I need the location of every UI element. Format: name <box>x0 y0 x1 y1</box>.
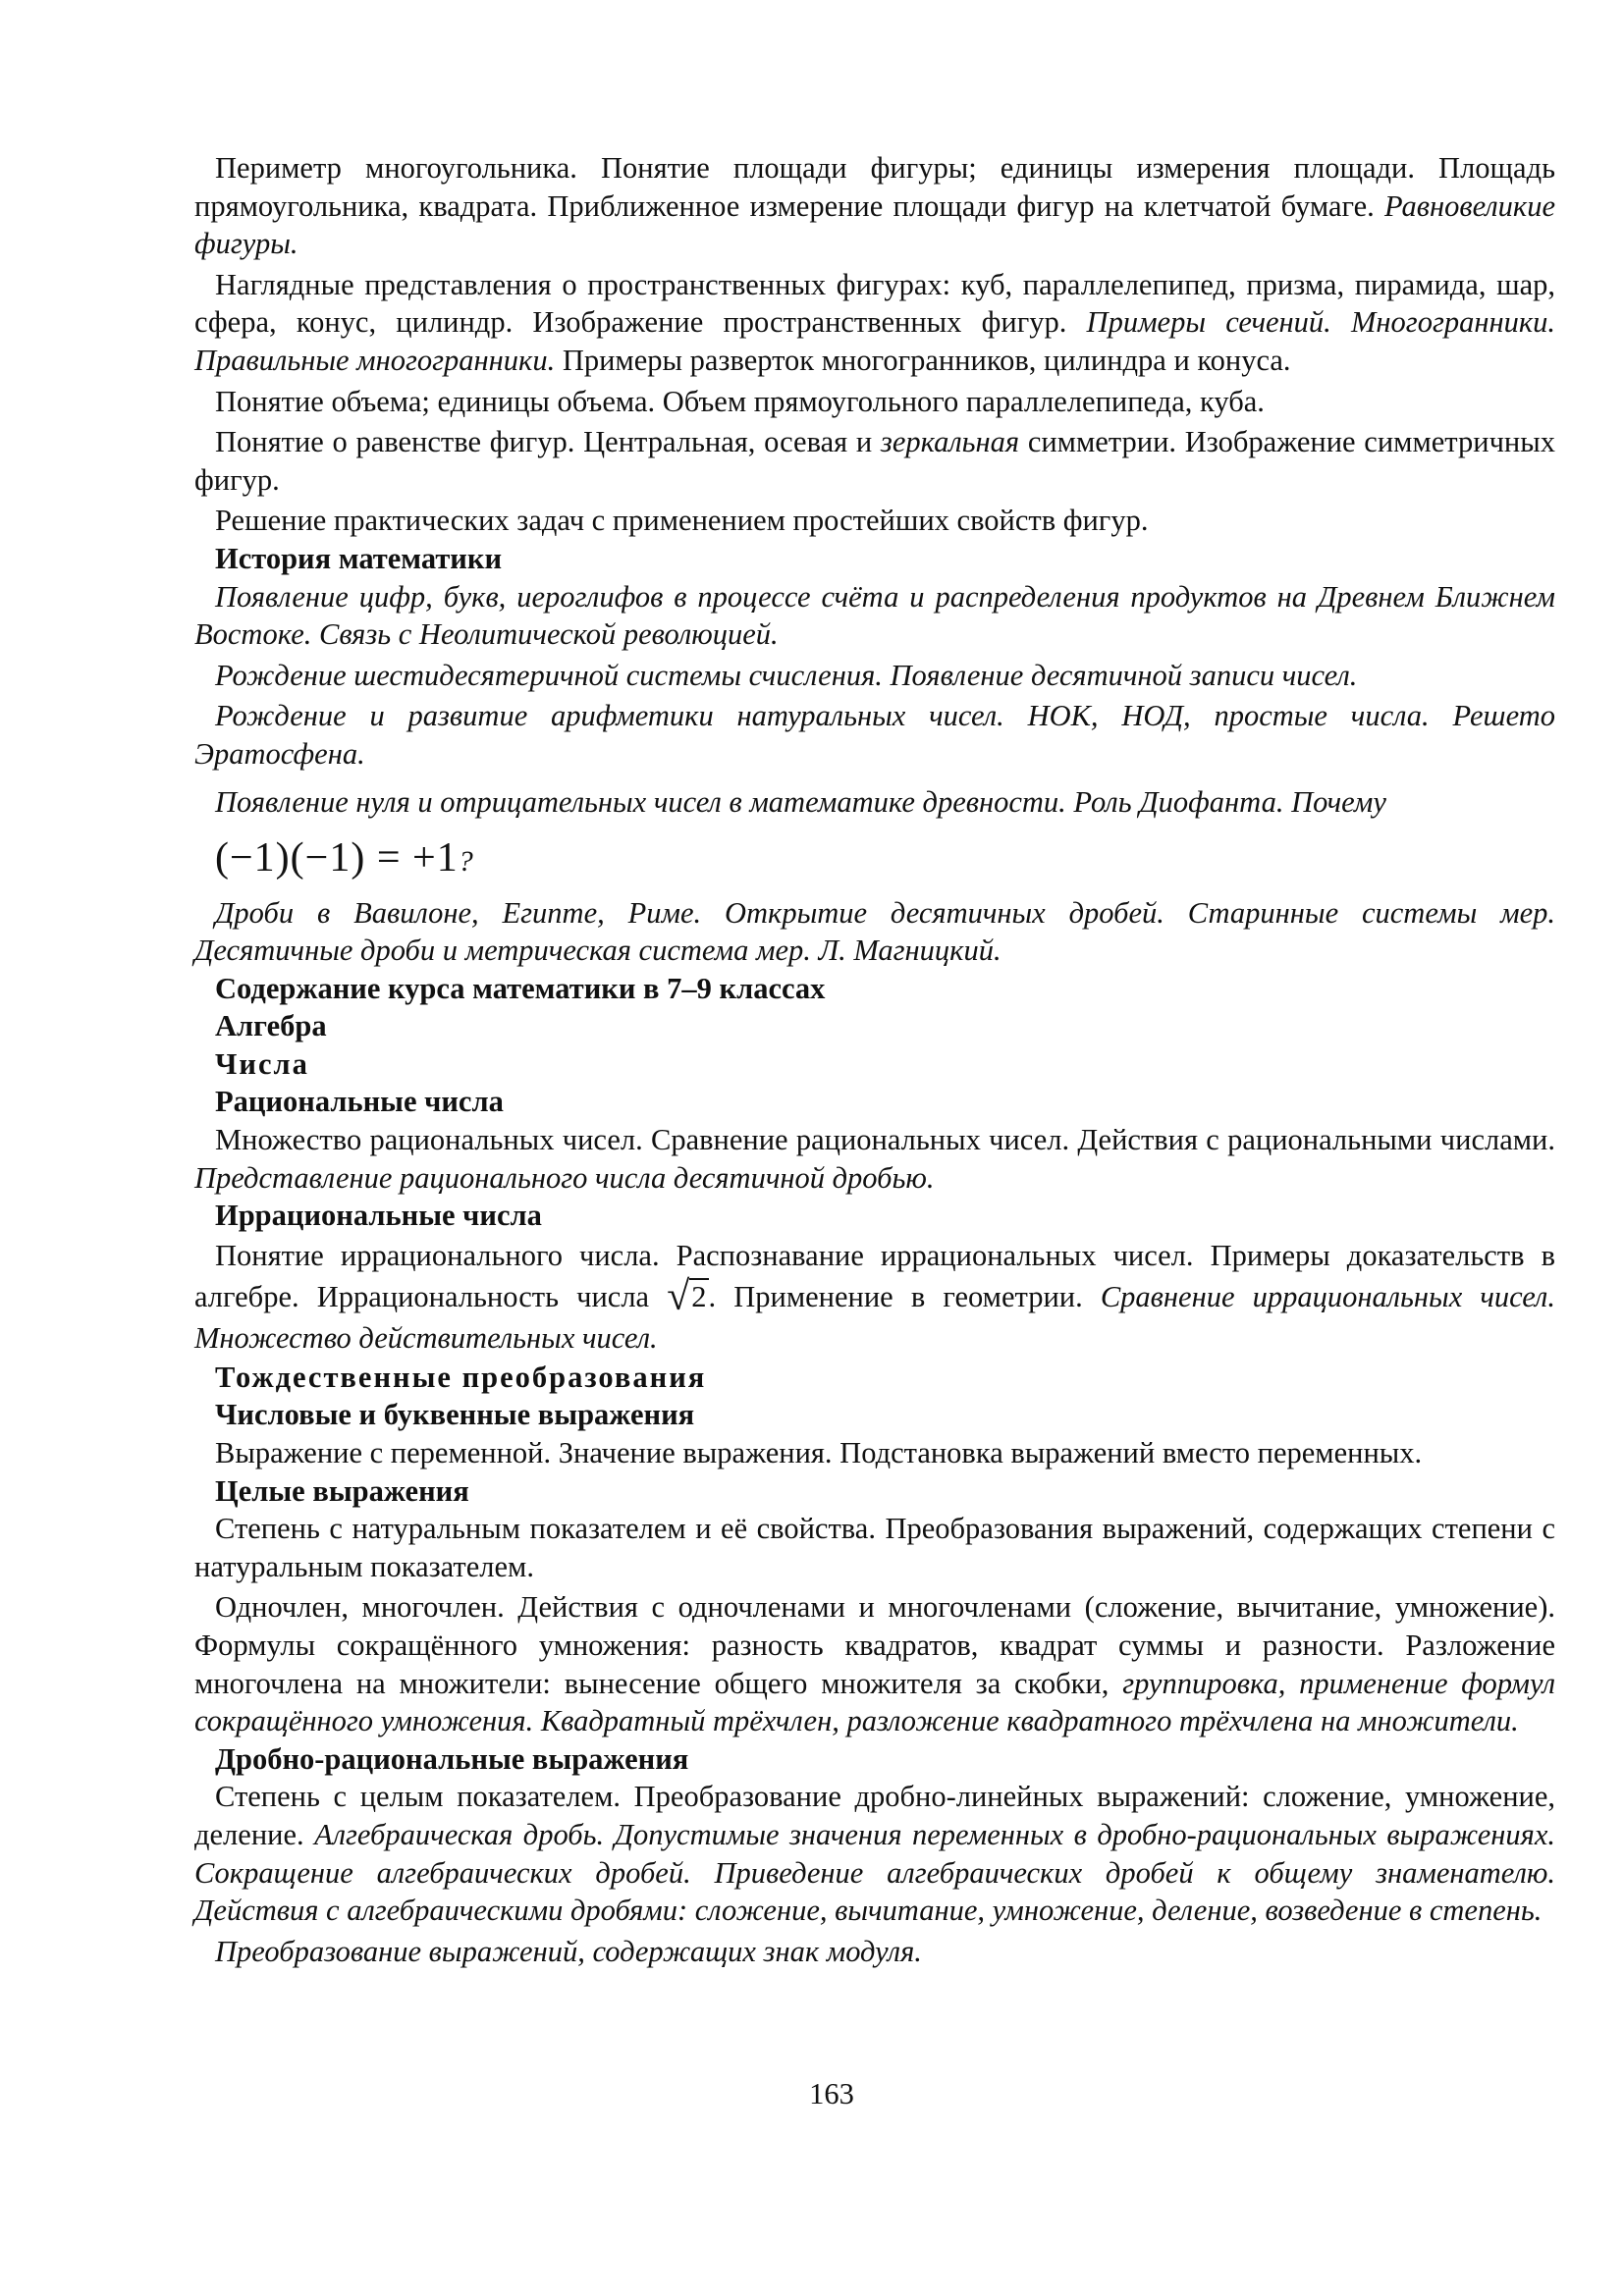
heading-rational-numbers: Рациональные числа <box>215 1085 504 1119</box>
formula-minus-one-squared <box>194 833 474 886</box>
heading-numbers: Числа <box>215 1046 309 1081</box>
italic-text: Преобразование выражений, содержащих знак модуля. <box>215 1934 922 1968</box>
paragraph-rational <box>194 1121 1555 1197</box>
italic-text: зеркальная <box>880 425 1020 459</box>
radicand: 2 <box>691 1279 707 1313</box>
paragraph-area-perimeter <box>194 149 1555 263</box>
italic-text: Сравнение иррациональных чисел. Множество действительных чисел. <box>194 1279 1555 1355</box>
italic-text: Появление нуля и отрицательных чисел в математике древности. Роль Диофанта. Почему <box>215 784 1386 819</box>
text: Понятие о равенстве фигур. Центральная, осевая и <box>215 425 881 459</box>
paragraph-symmetry <box>194 423 1555 499</box>
italic-text: Дроби в Вавилоне, Египте, Риме. Открытие десятичных дробей. Старинные системы мер. Десятичные дроби и метрическая система мер. Л. Магницкий. <box>194 895 1555 968</box>
text: Периметр многоугольника. Понятие площади фигуры; единицы измерения площади. Площадь прямоугольника, квадрата. Приближенное измерение площади фигур на клетчатой бумаге. <box>194 151 1555 223</box>
paragraph-whole-1: Степень с натуральным показателем и её свойства. Преобразования выражений, содержащих степени с натуральным показателем. <box>194 1512 1555 1583</box>
paragraph-volume: Понятие объема; единицы объема. Объем прямоугольного параллелепипеда, куба. <box>215 384 1265 418</box>
heading-numeric-letter-expressions: Числовые и буквенные выражения <box>215 1398 695 1432</box>
italic-text: Равновеликие фигуры. <box>194 188 1555 261</box>
heading-algebra: Алгебра <box>215 1009 327 1043</box>
paragraph-practical-tasks: Решение практических задач с применением простейших свойств фигур. <box>215 504 1149 538</box>
paragraph-whole-2 <box>194 1588 1555 1739</box>
paragraph-history-3 <box>194 697 1555 773</box>
text: . Применение в геометрии. <box>708 1279 1101 1313</box>
paragraph-expressions: Выражение с переменной. Значение выражения. Подстановка выражений вместо переменных. <box>215 1436 1423 1470</box>
heading-history: История математики <box>215 541 503 575</box>
italic-text: Рождение и развитие арифметики натуральных чисел. НОК, НОД, простые числа. Решето Эратосфена. <box>194 699 1555 771</box>
heading-identity-transformations: Тождественные преобразования <box>215 1360 707 1394</box>
italic-text: группировка, применение формул сокращённого умножения. Квадратный трёхчлен, разложение квадратного трёхчлена на множители. <box>194 1666 1555 1738</box>
square-root-formula: √2 <box>667 1273 707 1319</box>
paragraph-fraction <box>194 1778 1555 1929</box>
text: симметрии. Изображение симметричных фигур. <box>194 425 1555 497</box>
heading-fraction-rational-expressions: Дробно-рациональные выражения <box>215 1741 689 1776</box>
text: Множество рациональных чисел. Сравнение рациональных чисел. Действия с рациональными числами. <box>215 1123 1555 1157</box>
page-content <box>194 149 1555 1970</box>
text: Понятие иррационального числа. Распознавание иррациональных чисел. Примеры доказательств в алгебре. Иррациональность числа <box>194 1238 1555 1313</box>
text: Наглядные представления о пространственных фигурах: куб, параллелепипед, призма, пирамида, шар, сфера, конус, цилиндр. Изображение пространственных фигур. <box>194 267 1555 340</box>
italic-text: Рождение шестидесятеричной системы счисления. Появление десятичной записи чисел. <box>215 658 1358 692</box>
paragraph-history-1 <box>194 578 1555 654</box>
heading-whole-expressions: Целые выражения <box>215 1473 469 1508</box>
paragraph-history-4 <box>194 776 1555 886</box>
text: Одночлен, многочлен. Действия с одночленами и многочленами (сложение, вычитание, умножение). Формулы сокращённого умножения: разность квадратов, квадрат суммы и разности. Разложение многочлена на множители: вынесение общего множителя за скобки, <box>194 1590 1555 1700</box>
italic-text: Примеры сечений. Многогранники. Правильные многогранники. <box>194 305 1556 377</box>
italic-text: Алгебраическая дробь. Допустимые значения переменных в дробно-рациональных выражениях. Сокращение алгебраических дробей. Приведение алгебраических дробей к общему знаменателю. Действия с алгебраическими дробями: сложение, вычитание, умножение, деление, возведение в степень. <box>194 1817 1555 1928</box>
text: Степень с целым показателем. Преобразование дробно-линейных выражений: сложение, умножение, деление. <box>194 1780 1555 1851</box>
paragraph-spatial-figures <box>194 266 1555 380</box>
heading-course-content: Содержание курса математики в 7–9 классах <box>215 971 826 1005</box>
italic-text: Появление цифр, букв, иероглифов в процессе счёта и распределения продуктов на Древнем Ближнем Востоке. Связь с Неолитической революцией. <box>194 579 1555 652</box>
page-number: 163 <box>809 2077 854 2110</box>
paragraph-modulus <box>194 1933 1555 1971</box>
question-mark: ? <box>458 844 474 878</box>
heading-irrational-numbers: Иррациональные числа <box>215 1199 542 1233</box>
formula-text: (−1)(−1) = +1 <box>215 834 459 881</box>
paragraph-irrational <box>194 1235 1555 1359</box>
paragraph-history-5 <box>194 894 1555 970</box>
paragraph-history-2 <box>194 657 1555 695</box>
text: Примеры разверток многогранников, цилиндра и конуса. <box>555 343 1291 377</box>
italic-text: Представление рационального числа десятичной дробью. <box>194 1160 935 1195</box>
